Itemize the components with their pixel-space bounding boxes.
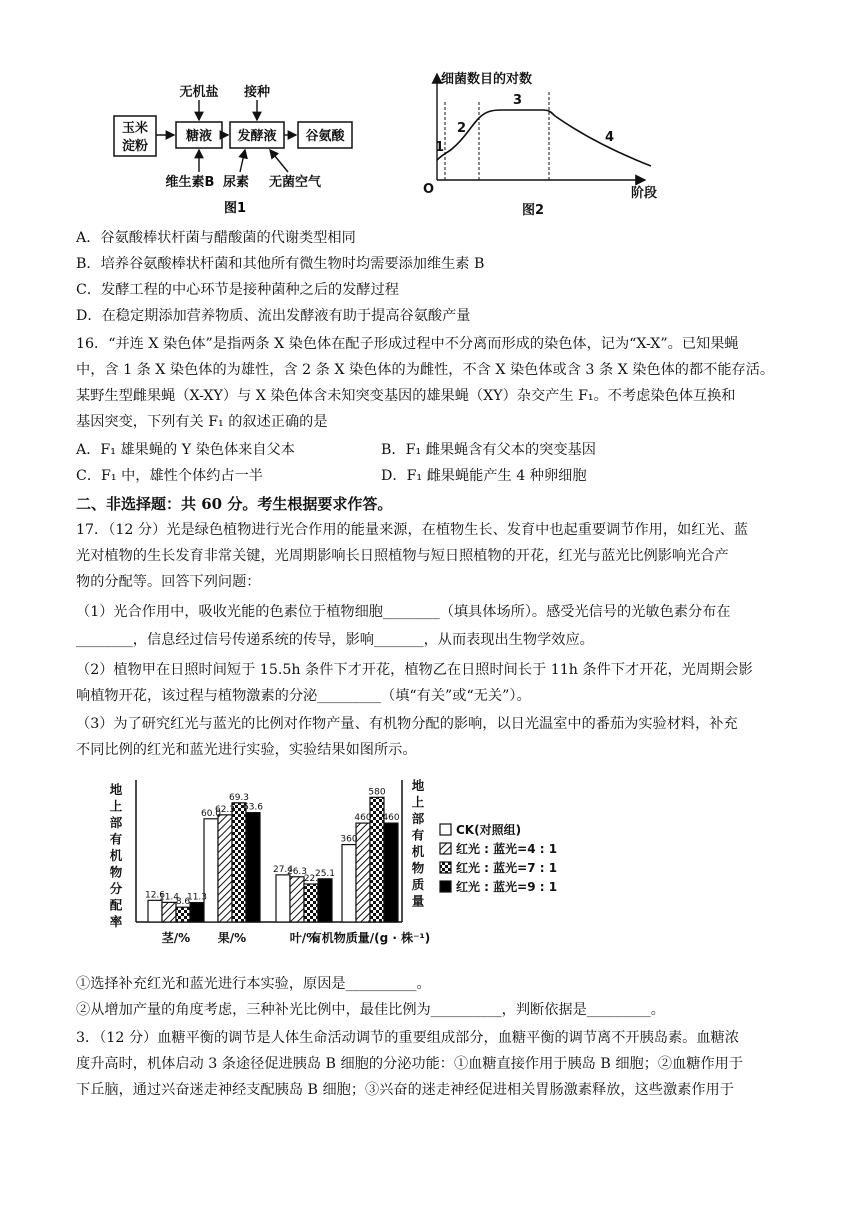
legend-swatch: [440, 881, 451, 892]
vitamin-b-label: 维生素B: [165, 175, 215, 190]
svg-text:地: 地: [109, 782, 123, 797]
q17-line: （1）光合作用中，吸收光能的色素位于植物细胞________（填具体场所）。感受光信号的光敏色素分布在: [76, 604, 731, 620]
bar-value-label: 460: [382, 813, 400, 824]
bar-value-label: 63.6: [242, 802, 264, 813]
q16-stem-line: 16．“并连 X 染色体”是指两条 X 染色体在配子形成过程中不分离而形成的染色体，记为“X-X”。已知果蝇: [76, 336, 739, 352]
svg-text:机: 机: [109, 848, 123, 863]
q16-option-c: C．F₁ 中，雄性个体约占一半: [76, 468, 263, 484]
legend-entry: 红光 : 蓝光=9 : 1: [456, 880, 558, 894]
red-blue-light-bar-chart: [100, 772, 590, 952]
bar-value-label: 8.6: [175, 897, 191, 908]
category-label: 有机物质量/(g · 株⁻¹): [309, 931, 431, 945]
bar-0-1: [162, 902, 176, 922]
svg-text:率: 率: [109, 914, 123, 929]
svg-text:上: 上: [411, 794, 425, 810]
bar-value-label: 22.: [303, 873, 319, 884]
bar-value-label: 460: [354, 813, 372, 824]
section-2-heading: 二、非选择题：共 60 分。考生根据要求作答。: [76, 495, 393, 513]
svg-text:机: 机: [411, 844, 425, 859]
q18-line: 3．（12 分）血糖平衡的调节是人体生命活动调节的重要组成部分，血糖平衡的调节离不开胰岛素。血糖浓: [76, 1030, 739, 1046]
bar-3-1: [356, 823, 370, 922]
bar-0-2: [176, 907, 190, 922]
stage-4-label: 4: [605, 130, 615, 145]
inorganic-salt-label: 无机盐: [179, 85, 219, 100]
urea-label: 尿素: [222, 175, 250, 190]
corn-starch-label-2: 淀粉: [121, 139, 149, 154]
fig2-ylabel: 细菌数目的对数: [441, 72, 533, 87]
legend-entry: 红光 : 蓝光=4 : 1: [456, 842, 558, 856]
svg-text:量: 量: [411, 893, 425, 909]
q17-line: （3）为了研究红光与蓝光的比例对作物产量、有机物分配的影响，以日光温室中的番茄为实验材料，补充: [76, 716, 738, 732]
sugar-liquid-label: 糖液: [185, 129, 213, 144]
q17-line: 物的分配等。回答下列问题：: [76, 574, 261, 590]
stage-3-label: 3: [513, 93, 523, 108]
q17-line: 17．（12 分）光是绿色植物进行光合作用的能量来源，在植物生长、发育中也起重要调节作用，如红光、蓝: [76, 522, 748, 538]
q17-sub-2: ②从增加产量的角度考虑，三种补光比例中，最佳比例为__________，判断依据是_________。: [76, 1002, 665, 1018]
q16-option-d: D．F₁ 雌果蝇能产生 4 种卵细胞: [381, 468, 587, 484]
q18-line: 下丘脑，通过兴奋迷走神经支配胰岛 B 细胞；③兴奋的迷走神经促进相关胃肠激素释放，这些激素作用于: [76, 1082, 734, 1098]
q17-line: 不同比例的红光和蓝光进行实验，实验结果如图所示。: [76, 742, 417, 758]
q17-sub-1: ①选择补充红光和蓝光进行本实验，原因是__________。: [76, 976, 431, 992]
ferment-liquid-label: 发酵液: [237, 129, 277, 144]
bar-2-2: [304, 884, 318, 922]
svg-text:分: 分: [109, 881, 123, 896]
bar-3-0: [342, 845, 356, 922]
svg-text:有: 有: [411, 827, 425, 843]
q17-line: 光对植物的生长发育非常关键，光周期影响长日照植物与短日照植物的开花，红光与蓝光比例影响光合产: [76, 548, 729, 564]
q16-stem-line: 基因突变，下列有关 F₁ 的叙述正确的是: [76, 414, 328, 430]
svg-text:上: 上: [109, 798, 123, 814]
legend-swatch: [440, 824, 451, 835]
svg-text:部: 部: [109, 815, 123, 830]
svg-text:地: 地: [411, 778, 425, 793]
bar-value-label: 26.3: [286, 866, 308, 877]
figure-2-caption: 图2: [521, 203, 545, 218]
bar-value-label: 11.4: [158, 892, 180, 903]
bar-3-3: [384, 823, 398, 922]
growth-curve-line: [437, 110, 651, 166]
category-label: 叶/%: [289, 931, 319, 945]
svg-text:配: 配: [109, 897, 123, 913]
q16-option-b: B．F₁ 雌果蝇含有父本的突变基因: [381, 442, 596, 458]
q17-line: （2）植物甲在日照时间短于 15.5h 条件下才开花，植物乙在日照时间长于 11h 条件下才开花，光周期会影: [76, 662, 753, 678]
bar-0-3: [190, 903, 204, 922]
legend-swatch: [440, 862, 451, 873]
category-label: 果/%: [217, 931, 247, 945]
bar-2-3: [318, 879, 332, 922]
bar-value-label: 27.4: [272, 864, 294, 875]
legend-entry: CK(对照组): [456, 823, 522, 837]
bar-value-label: 62.3: [214, 804, 236, 815]
bar-value-label: 580: [368, 787, 386, 798]
stage-2-label: 2: [457, 121, 467, 136]
sterile-air-label: 无菌空气: [268, 175, 322, 190]
inoculate-label: 接种: [243, 85, 271, 100]
q16-stem-line: 中，含 1 条 X 染色体的为雄性，含 2 条 X 染色体的为雌性，不含 X 染色体或含 3 条 X 染色体的都不能存活。: [76, 362, 775, 378]
bar-value-label: 12.6: [144, 890, 166, 901]
figure-1-caption: 图1: [223, 201, 247, 216]
figure-1-flowchart: [100, 78, 370, 218]
q16-stem-line: 某野生型雌果蝇（X-XY）与 X 染色体含未知突变基因的雄果蝇（XY）杂交产生 F₁。不考虑染色体互换和: [76, 388, 736, 404]
q17-line: ________，信息经过信号传递系统的传导，影响_______，从而表现出生物学效应。: [76, 632, 594, 648]
q18-line: 度升高时，机体启动 3 条途径促进胰岛 B 细胞的分泌功能：①血糖直接作用于胰岛 B 细胞；②血糖作用于: [76, 1056, 744, 1072]
svg-text:部: 部: [411, 811, 425, 826]
glutamic-acid-label: 谷氨酸: [305, 129, 345, 144]
q16-option-a: A．F₁ 雄果蝇的 Y 染色体来自父本: [76, 442, 295, 458]
bar-value-label: 360: [340, 834, 358, 845]
bar-1-2: [232, 803, 246, 922]
stage-1-label: 1: [435, 140, 445, 155]
chart-ylabel-left: [110, 782, 123, 929]
q15-option-c: C．发酵工程的中心环节是接种菌种之后的发酵过程: [76, 282, 399, 298]
svg-text:有: 有: [109, 831, 123, 847]
bar-value-label: 60.0: [200, 808, 222, 819]
bar-2-0: [276, 875, 290, 922]
q15-option-d: D．在稳定期添加营养物质、流出发酵液有助于提高谷氨酸产量: [76, 308, 471, 324]
fig2-xlabel: 阶段: [631, 186, 658, 201]
svg-text:质: 质: [411, 877, 425, 892]
svg-text:物: 物: [109, 864, 123, 880]
svg-text:物: 物: [411, 860, 425, 876]
bar-value-label: 25.1: [314, 868, 336, 879]
fig2-origin: O: [423, 182, 435, 197]
legend-entry: 红光 : 蓝光=7 : 1: [456, 861, 558, 875]
q15-option-a: A．谷氨酸棒状杆菌与醋酸菌的代谢类型相同: [76, 230, 356, 246]
q17-line: 响植物开花，该过程与植物激素的分泌_________（填“有关”或“无关”）。: [76, 688, 531, 704]
bar-1-3: [246, 813, 260, 922]
bar-1-1: [218, 815, 232, 922]
bar-value-label: 11.3: [186, 892, 208, 903]
bar-1-0: [204, 819, 218, 922]
bar-0-0: [148, 900, 162, 922]
chart-ylabel-right: [412, 778, 425, 909]
legend-swatch: [440, 843, 451, 854]
category-label: 茎/%: [161, 931, 191, 945]
q15-option-b: B．培养谷氨酸棒状杆菌和其他所有微生物时均需要添加维生素 B: [76, 256, 485, 272]
bar-2-1: [290, 877, 304, 922]
bar-value-label: 69.3: [228, 792, 250, 803]
corn-starch-label-1: 玉米: [121, 121, 149, 136]
figure-2-growth-curve: [415, 68, 675, 220]
